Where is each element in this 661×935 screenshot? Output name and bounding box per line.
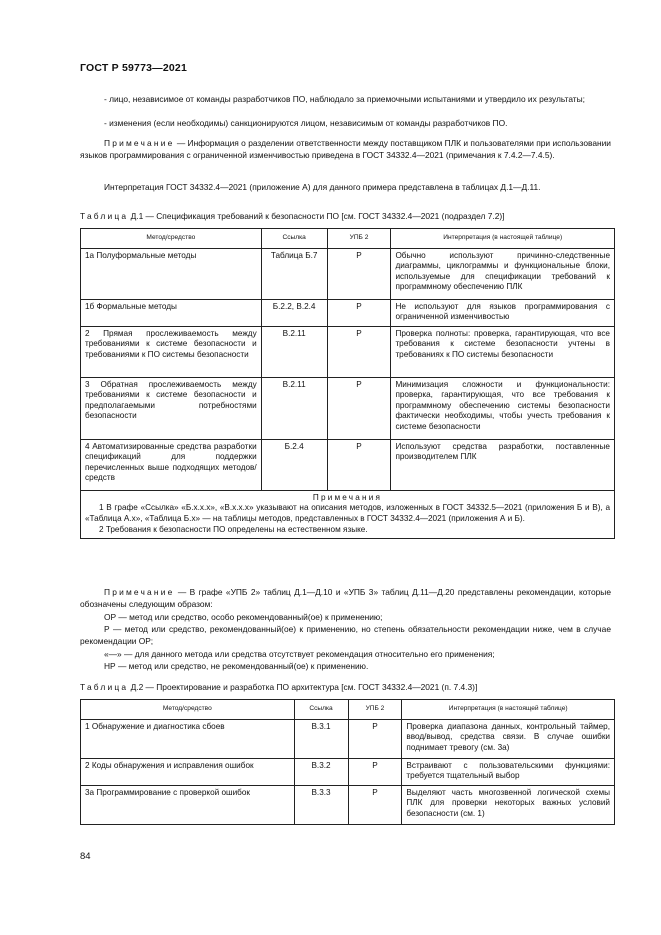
method-cell: 2 Коды обнаружения и исправления ошибок xyxy=(81,758,295,785)
legend-item: Р — метод или средство, рекомендованный(ое) к применению, но степень обязательности рекомендации ниже, чем в случае рекомендации ОР; xyxy=(80,624,611,647)
column-header: Метод/средство xyxy=(81,700,295,720)
legend-note-text: — В графе «УПБ 2» таблиц Д.1—Д.10 и «УПБ 3» таблиц Д.11—Д.20 представлены рекомендации, которые обозначены следующим образом: xyxy=(80,587,611,610)
upb-cell: Р xyxy=(348,719,402,758)
ref-cell: В.3.2 xyxy=(294,758,348,785)
table-notes-row xyxy=(81,490,615,538)
interp-cell: Проверка полноты: проверка, гарантирующая, что все требования к системе безопасности учтены в требованиях к ПО системы безопасности xyxy=(391,326,615,377)
legend-note-label: Примечание xyxy=(104,587,175,597)
document-header: ГОСТ Р 59773—2021 xyxy=(80,62,188,74)
method-cell: 1б Формальные методы xyxy=(81,299,262,326)
notes-title: Примечания xyxy=(312,492,383,502)
table2-caption-label: Таблица xyxy=(80,682,129,692)
table1-caption-label: Таблица xyxy=(80,211,129,221)
method-cell: 4 Автоматизированные средства разработки спецификаций для поддержки перечисленных выше подходящих методов/средств xyxy=(81,439,262,490)
ref-cell: В.2.11 xyxy=(261,326,327,377)
column-header: Метод/средство xyxy=(81,229,262,249)
table1-caption-text: Д.1 — Спецификация требований к безопасности ПО [см. ГОСТ 34332.4—2021 (подраздел 7.2)] xyxy=(128,211,505,221)
table-d2 xyxy=(80,699,615,825)
ref-cell: Б.2.4 xyxy=(261,439,327,490)
method-cell: 3а Программирование с проверкой ошибок xyxy=(81,785,295,824)
intro-note-label: Примечание xyxy=(104,138,175,148)
legend-note xyxy=(80,586,611,610)
interp-cell: Выделяют часть многозвенной логической схемы ПЛК для проверки некоторых важных условий безопасности (см. 1) xyxy=(402,785,615,824)
table2-caption xyxy=(80,682,620,692)
upb-cell: Р xyxy=(327,299,391,326)
table-row xyxy=(81,785,615,824)
table-header-row xyxy=(81,700,615,720)
table1-caption xyxy=(80,211,620,221)
ref-cell: Б.2.2, В.2.4 xyxy=(261,299,327,326)
upb-cell: Р xyxy=(327,248,391,299)
column-header: Интерпретация (в настоящей таблице) xyxy=(391,229,615,249)
upb-cell: Р xyxy=(327,439,391,490)
table-d1 xyxy=(80,228,615,539)
method-cell: 1а Полуформальные методы xyxy=(81,248,262,299)
table-notes xyxy=(81,490,615,538)
interp-cell: Минимизация сложности и функциональности: проверка, гарантирующая, что все требования к программному обеспечению системы безопасности фактически необходимы, чтобы учесть требования к системе безопасности xyxy=(391,377,615,439)
column-header: Интерпретация (в настоящей таблице) xyxy=(402,700,615,720)
table-header-row xyxy=(81,229,615,249)
table-note-2: 2 Требования к безопасности ПО определены на естественном языке. xyxy=(99,524,368,534)
column-header: Ссылка xyxy=(261,229,327,249)
table-row xyxy=(81,326,615,377)
legend-item: ОР — метод или средство, особо рекомендованный(ое) к применению; xyxy=(104,612,383,622)
column-header: УПБ 2 xyxy=(327,229,391,249)
intro-line-2: - изменения (если необходимы) санкционируются лицом, независимым от команды разработчиков ПО. xyxy=(104,118,508,128)
upb-cell: Р xyxy=(327,377,391,439)
table-row xyxy=(81,719,615,758)
table2-caption-text: Д.2 — Проектирование и разработка ПО архитектура [см. ГОСТ 34332.4—2021 (п. 7.4.3)] xyxy=(128,682,478,692)
intro-note-text: — Информация о разделении ответственности между поставщиком ПЛК и пользователями при использовании языков программирования с ограниченной изменчивостью приведена в ГОСТ 34332.4—2021 (примечания к 7.4.2—7.4.5). xyxy=(80,138,611,161)
method-cell: 1 Обнаружение и диагностика сбоев xyxy=(81,719,295,758)
legend-item: «—» — для данного метода или средства отсутствует рекомендация относительно его применения; xyxy=(104,649,495,659)
intro-interpretation: Интерпретация ГОСТ 34332.4—2021 (приложение А) для данного примера представлена в таблицах Д.1—Д.11. xyxy=(104,182,541,192)
interp-cell: Обычно используют причинно-следственные диаграммы, циклограммы и функциональные блоки, используемые для спецификации требований к программному обеспечению ПЛК xyxy=(391,248,615,299)
ref-cell: В.3.3 xyxy=(294,785,348,824)
method-cell: 2 Прямая прослеживаемость между требованиями к системе безопасности и требованиями к ПО системы безопасности xyxy=(81,326,262,377)
table-note-1: 1 В графе «Ссылка» «Б.х.х.х», «В.х.х.х» указывают на описания методов, изложенных в ГОСТ 34332.5—2021 (приложения Б и В), а «Таблица А.х», «Таблица Б.х» — на таблицы методов, представленных в ГОСТ 34332.4—2021 (приложения А и Б). xyxy=(85,503,610,524)
upb-cell: Р xyxy=(327,326,391,377)
page-number: 84 xyxy=(80,851,91,862)
ref-cell: В.3.1 xyxy=(294,719,348,758)
table-row xyxy=(81,299,615,326)
intro-line-1: - лицо, независимое от команды разработчиков ПО, наблюдало за приемочными испытаниями и утвердило их результаты; xyxy=(104,94,585,104)
interp-cell: Встраивают с пользовательскими функциями: требуется тщательный выбор xyxy=(402,758,615,785)
column-header: УПБ 2 xyxy=(348,700,402,720)
interp-cell: Используют средства разработки, поставленные производителем ПЛК xyxy=(391,439,615,490)
intro-note xyxy=(80,137,611,161)
method-cell: 3 Обратная прослеживаемость между требованиями к системе безопасности и предполагаемыми потребностями безопасности xyxy=(81,377,262,439)
ref-cell: В.2.11 xyxy=(261,377,327,439)
table-row xyxy=(81,377,615,439)
ref-cell: Таблица Б.7 xyxy=(261,248,327,299)
table-row xyxy=(81,248,615,299)
interp-cell: Проверка диапазона данных, контрольный таймер, ввод/вывод, средства связи. В случае ошибки поднимает тревогу (см. 3а) xyxy=(402,719,615,758)
legend-item: НР — метод или средство, не рекомендованный(ое) к применению. xyxy=(104,661,369,671)
table-row xyxy=(81,439,615,490)
upb-cell: Р xyxy=(348,758,402,785)
upb-cell: Р xyxy=(348,785,402,824)
interp-cell: Не используют для языков программирования с ограниченной изменчивостью xyxy=(391,299,615,326)
table-row xyxy=(81,758,615,785)
column-header: Ссылка xyxy=(294,700,348,720)
